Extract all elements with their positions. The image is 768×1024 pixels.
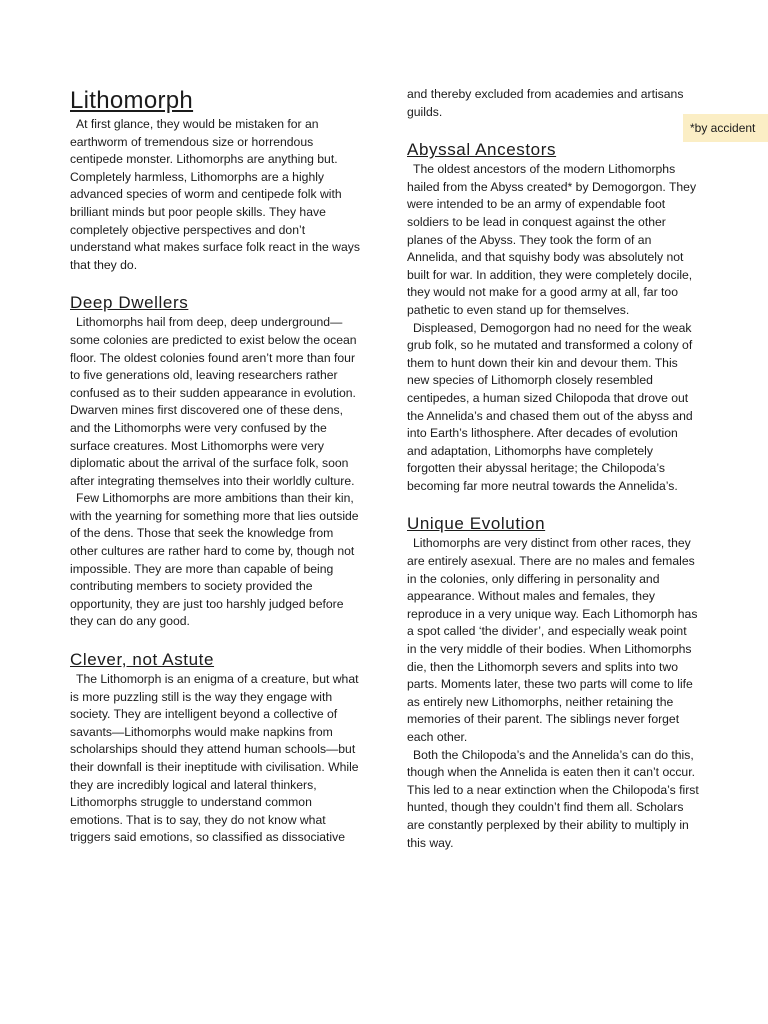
side-note: *by accident [683, 114, 768, 142]
unique-paragraph-1: Lithomorphs are very distinct from other races, they are entirely asexual. There are no males and females in the colonies, only differing in personality and appearance. Without males and females, they reproduce in a very unique way. Each Lithomorph has a spot called ‘the divider’, and especially weak point in the very middle of their bodies. When Lithomorphs die, then the Lithomorph severs and splits into two parts. Moments later, these two parts will come to life as entirely new Lithomorphs, neither retaining the memories of their parent. The siblings never forget each other. [407, 536, 698, 744]
heading-deep-dwellers: Deep Dwellers [70, 293, 189, 313]
abyssal-paragraph-2: Displeased, Demogorgon had no need for the weak grub folk, so he mutated and transformed a colony of them to hunt down their kin and devour them. This new species of Lithomorph closely resembled centipedes, a human sized Chilopoda that drove out the Annelida’s and chased them out of the abyss and into Earth’s lithosphere. After decades of evolution and adaptation, Lithomorphs have completely forgotten their abyssal heritage; the Chilopoda’s becoming far more neutral towards the Annelida’s. [407, 320, 693, 493]
clever-paragraph-continuation: and thereby excluded from academies and artisans guilds. [407, 87, 684, 119]
unique-paragraph-2: Both the Chilopoda’s and the Annelida’s can do this, though when the Annelida is eaten then it can’t occur. This led to a near extinction when the Chilopoda’s first hunted, though they couldn’t find them all. Scholars are constantly perplexed by their ability to multiply in this way. [407, 747, 699, 850]
right-column [407, 86, 699, 852]
heading-abyssal-ancestors: Abyssal Ancestors [407, 140, 557, 160]
deep-dwellers-paragraph-2: Few Lithomorphs are more ambitions than their kin, with the yearning for something more that lies outside of the dens. Those that seek the knowledge from other cultures are rather hard to come by, though not impossible. They are more than capable of being contributing members to society provided the opportunity, they are just too harshly judged before they can do any good. [70, 491, 359, 629]
heading-unique-evolution: Unique Evolution [407, 514, 546, 534]
clever-paragraph: The Lithomorph is an enigma of a creature, but what is more puzzling still is the way they engage with society. They are intelligent beyond a collective of savants—Lithomorphs would make napkins from scholarships should they attend human schools—but their downfall is their ineptitude with civilisation. While they are incredibly logical and lateral thinkers, Lithomorphs struggle to understand common emotions. That is to say, they do not know what triggers said emotions, so classified as dissociative [70, 672, 359, 845]
deep-dwellers-paragraph-1: Lithomorphs hail from deep, deep underground—some colonies are predicted to exist below the ocean floor. The oldest colonies found aren’t more than four to five generations old, leaving researchers rather confused as to their sudden appearance in evolution. Dwarven mines first discovered one of these dens, and the Lithomorphs were very confused by the surface creatures. Most Lithomorphs were very diplomatic about the arrival of the surface folk, soon after integrating themselves into their worldly culture. [70, 315, 357, 488]
page-title: Lithomorph [70, 87, 194, 114]
heading-clever-not-astute: Clever, not Astute [70, 650, 215, 670]
intro-paragraph: At first glance, they would be mistaken for an earthworm of tremendous size or horrendous centipede monster. Lithomorphs are anything but. Completely harmless, Lithomorphs are a highly advanced species of worm and centipede folk with brilliant minds but poor people skills. They have completely objective perspectives and don’t understand what makes surface folk react in the ways that they do. [70, 117, 360, 272]
abyssal-paragraph-1: The oldest ancestors of the modern Lithomorphs hailed from the Abyss created* by Demogorgon. They were intended to be an army of expendable foot soldiers to be lead in conquest against the other planes of the Abyss. They took the form of an Annelida, and that squishy body was absolutely not built for war. In addition, they were completely docile, they would not make for a good army at all, far too pathetic to even stand up for themselves. [407, 162, 697, 317]
left-column [70, 86, 362, 847]
